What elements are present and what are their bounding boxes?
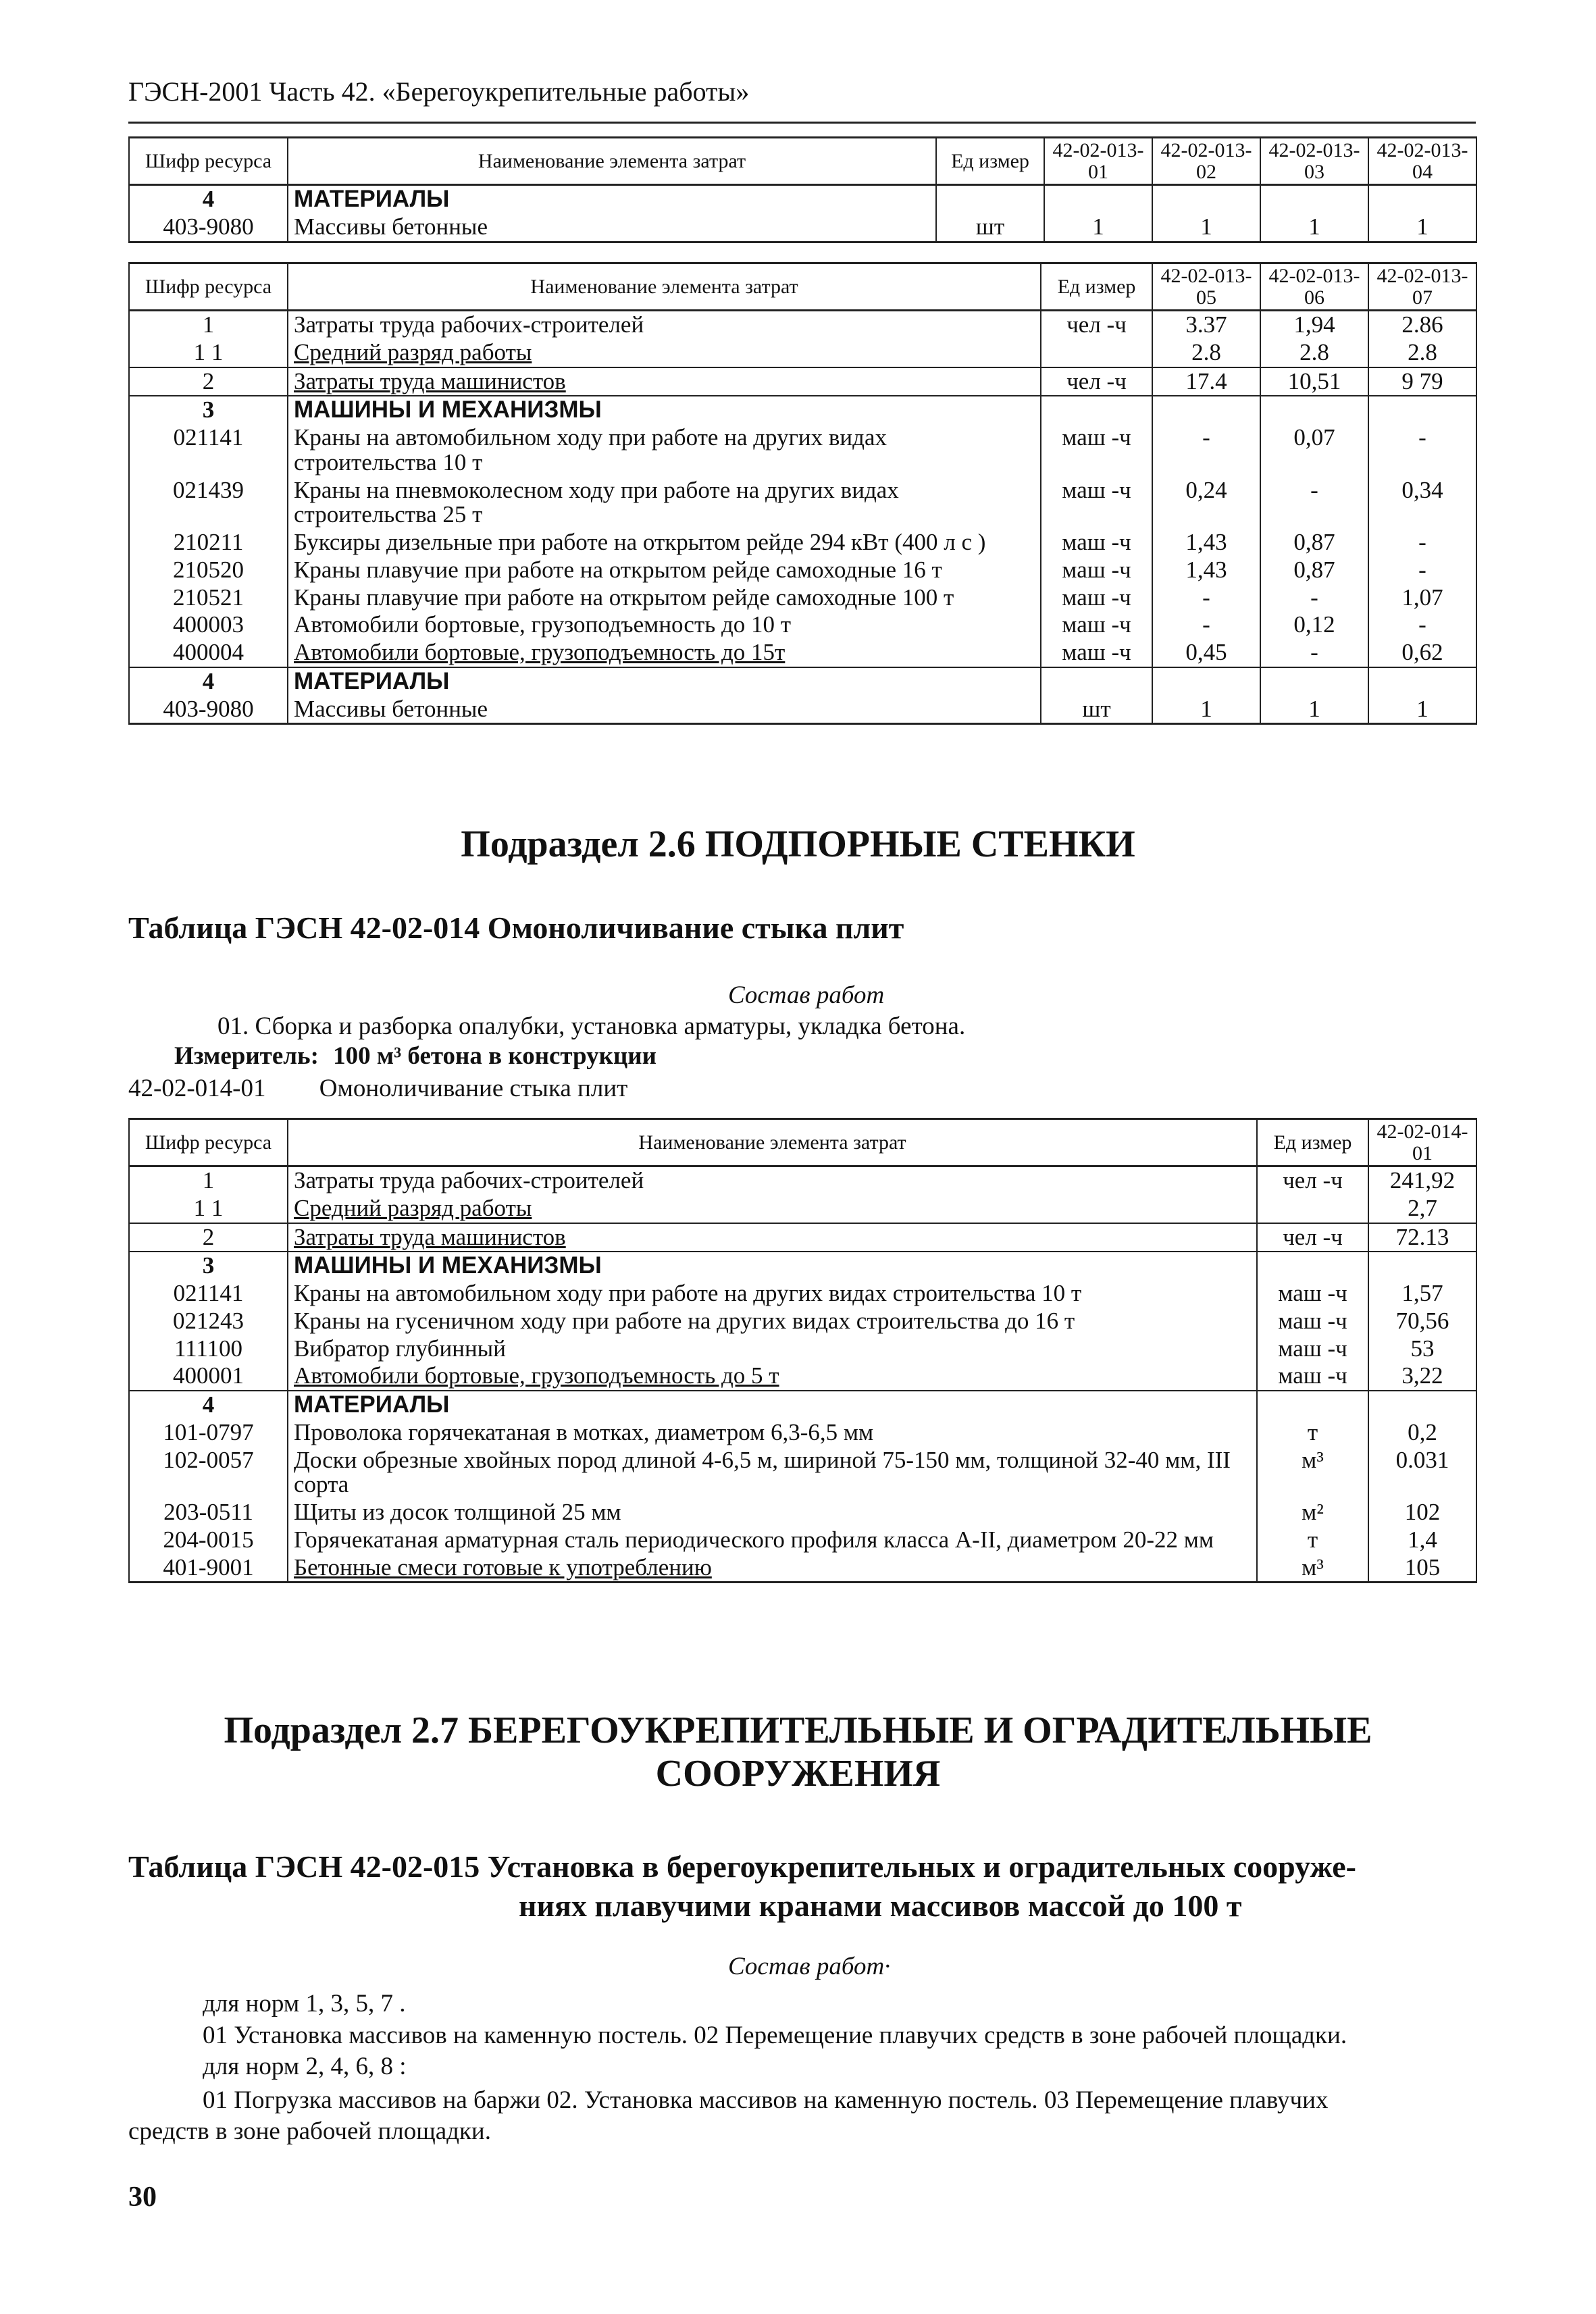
cell-name: Средний разряд работы (288, 1195, 1257, 1223)
cell-code: 1 (129, 311, 288, 339)
header-col: 42-02-013-06 (1260, 263, 1368, 311)
cell-value: 0,07 (1260, 424, 1368, 477)
table-row (129, 1335, 1476, 1363)
header-unit: Ед измер (936, 138, 1044, 185)
cell-value: 2.8 (1260, 339, 1368, 367)
cell-unit: чел -ч (1257, 1223, 1368, 1252)
cell-value: 1,4 (1368, 1526, 1476, 1554)
cell-unit (1041, 667, 1152, 696)
cell-value: 1 (1044, 213, 1152, 242)
cell-code: 400001 (129, 1362, 288, 1391)
cell-code: 203-0511 (129, 1499, 288, 1526)
table-row (129, 696, 1476, 724)
table-row (129, 1499, 1476, 1526)
cell-value: 3,22 (1368, 1362, 1476, 1391)
cell-unit (1257, 1195, 1368, 1223)
cell-code: 210211 (129, 529, 288, 557)
cell-value: 2,7 (1368, 1195, 1476, 1223)
cell-name: МАТЕРИАЛЫ (288, 667, 1041, 696)
cell-unit (1041, 396, 1152, 424)
meter-value: 100 м³ бетона в конструкции (333, 1042, 657, 1070)
table-row (129, 1419, 1476, 1447)
cell-name: Средний разряд работы (288, 339, 1041, 367)
cell-value: 1,57 (1368, 1280, 1476, 1308)
cell-value: - (1152, 611, 1260, 639)
table-row (129, 311, 1476, 339)
cell-name: Автомобили бортовые, грузоподъемность до 10 т (288, 611, 1041, 639)
cell-unit (1041, 339, 1152, 367)
table-row (129, 367, 1476, 396)
cell-value (1044, 185, 1152, 213)
cell-value: 0,34 (1368, 477, 1476, 530)
table-header-row (129, 263, 1476, 311)
cell-code: 4 (129, 667, 288, 696)
composition-text: 01. Сборка и разборка опалубки, установка арматуры, укладка бетона. (217, 1012, 966, 1040)
cell-value: 0.031 (1368, 1447, 1476, 1499)
cell-value: 2.86 (1368, 311, 1476, 339)
cell-code: 021141 (129, 424, 288, 477)
cell-value: 0,87 (1260, 557, 1368, 584)
cell-value: - (1152, 424, 1260, 477)
cell-value: 0,87 (1260, 529, 1368, 557)
table-row (129, 1195, 1476, 1223)
cell-value: - (1368, 424, 1476, 477)
cell-unit: маш -ч (1257, 1308, 1368, 1335)
norm-code: 42-02-014-01 (128, 1075, 266, 1102)
cell-name: Краны плавучие при работе на открытом рейде самоходные 16 т (288, 557, 1041, 584)
cell-name: МАТЕРИАЛЫ (288, 1391, 1257, 1419)
cell-value: 1 (1368, 213, 1476, 242)
cell-value: 1,43 (1152, 529, 1260, 557)
table-014 (128, 1118, 1477, 1583)
cell-value (1368, 396, 1476, 424)
cell-unit: т (1257, 1526, 1368, 1554)
cell-value: - (1260, 584, 1368, 612)
cell-value: 2.8 (1152, 339, 1260, 367)
cell-value: 0,2 (1368, 1419, 1476, 1447)
cell-value: 70,56 (1368, 1308, 1476, 1335)
cell-unit: маш -ч (1041, 529, 1152, 557)
cell-code: 111100 (129, 1335, 288, 1363)
table-row (129, 185, 1476, 213)
header-unit: Ед измер (1041, 263, 1152, 311)
cell-code: 1 1 (129, 1195, 288, 1223)
cell-value: - (1368, 611, 1476, 639)
cell-name: Массивы бетонные (288, 696, 1041, 724)
cell-name: МАТЕРИАЛЫ (288, 185, 936, 213)
cell-value: 0,62 (1368, 639, 1476, 667)
cell-code: 400003 (129, 611, 288, 639)
cell-unit: маш -ч (1041, 424, 1152, 477)
cell-name: Горячекатаная арматурная сталь периодического профиля класса А-II, диаметром 20-22 мм (288, 1526, 1257, 1554)
header-col: 42-02-013-07 (1368, 263, 1476, 311)
table-row (129, 1391, 1476, 1419)
cell-value: 53 (1368, 1335, 1476, 1363)
cell-value (1152, 185, 1260, 213)
cell-code: 021439 (129, 477, 288, 530)
cell-value (1152, 667, 1260, 696)
header-col: 42-02-013-05 (1152, 263, 1260, 311)
cell-code: 210520 (129, 557, 288, 584)
header-unit: Ед измер (1257, 1119, 1368, 1166)
header-code: Шифр ресурса (129, 1119, 288, 1166)
cell-code: 2 (129, 1223, 288, 1252)
table-row (129, 639, 1476, 667)
cell-unit: чел -ч (1041, 367, 1152, 396)
cell-unit: м³ (1257, 1554, 1368, 1583)
cell-value: 0,24 (1152, 477, 1260, 530)
cell-code: 204-0015 (129, 1526, 288, 1554)
cell-code: 021243 (129, 1308, 288, 1335)
cell-code: 403-9080 (129, 213, 288, 242)
cell-name: Краны на пневмоколесном ходу при работе на других видах строительства 25 т (288, 477, 1041, 530)
cell-unit: чел -ч (1041, 311, 1152, 339)
meter-line (174, 1042, 657, 1071)
cell-value (1368, 185, 1476, 213)
cell-name: Краны на автомобильном ходу при работе на других видах строительства 10 т (288, 1280, 1257, 1308)
cell-name: МАШИНЫ И МЕХАНИЗМЫ (288, 1252, 1257, 1280)
cell-unit (936, 185, 1044, 213)
table-row (129, 1280, 1476, 1308)
cell-code: 102-0057 (129, 1447, 288, 1499)
cell-name: Доски обрезные хвойных пород длиной 4-6,5 м, шириной 75-150 мм, толщиной 32-40 мм, III сорта (288, 1447, 1257, 1499)
cell-value: 1 (1368, 696, 1476, 724)
cell-code: 400004 (129, 639, 288, 667)
cell-value: - (1368, 557, 1476, 584)
cell-code: 021141 (129, 1280, 288, 1308)
cell-name: Проволока горячекатаная в мотках, диаметром 6,3-6,5 мм (288, 1419, 1257, 1447)
table-title (128, 1847, 1479, 1925)
text-b-line-2: средств в зоне рабочей площадки. (128, 2117, 491, 2145)
header-col: 42-02-013-01 (1044, 138, 1152, 185)
cell-value (1152, 396, 1260, 424)
header-code: Шифр ресурса (129, 138, 288, 185)
table-row (129, 213, 1476, 242)
subsection-title (0, 1709, 1596, 1796)
cell-value: - (1260, 639, 1368, 667)
cell-unit: маш -ч (1257, 1362, 1368, 1391)
cell-unit: чел -ч (1257, 1166, 1368, 1195)
table-row (129, 557, 1476, 584)
table-row (129, 1447, 1476, 1499)
cell-name: Массивы бетонные (288, 213, 936, 242)
cell-name: Краны на автомобильном ходу при работе на других видах строительства 10 т (288, 424, 1041, 477)
subsection-title: Подраздел 2.6 ПОДПОРНЫЕ СТЕНКИ (461, 823, 1135, 865)
cell-value: 72.13 (1368, 1223, 1476, 1252)
table-header-row (129, 138, 1476, 185)
cell-code: 3 (129, 1252, 288, 1280)
header-name: Наименование элемента затрат (288, 1119, 1257, 1166)
header-rule (128, 122, 1476, 124)
norm-line (128, 1074, 627, 1104)
cell-unit: м³ (1257, 1447, 1368, 1499)
cell-value: 102 (1368, 1499, 1476, 1526)
cell-code: 101-0797 (129, 1419, 288, 1447)
cell-unit (1257, 1252, 1368, 1280)
table-row (129, 1526, 1476, 1554)
cell-unit: маш -ч (1041, 477, 1152, 530)
header-col: 42-02-013-02 (1152, 138, 1260, 185)
cell-value (1260, 667, 1368, 696)
page-number: 30 (128, 2182, 157, 2213)
cell-value (1260, 185, 1368, 213)
cell-name: Вибратор глубинный (288, 1335, 1257, 1363)
cell-value: - (1368, 529, 1476, 557)
cell-name: МАШИНЫ И МЕХАНИЗМЫ (288, 396, 1041, 424)
cell-name: Щиты из досок толщиной 25 мм (288, 1499, 1257, 1526)
table-row (129, 611, 1476, 639)
composition-label: Состав работ (728, 981, 885, 1009)
text-a: 01 Установка массивов на каменную постель. 02 Перемещение плавучих средств в зоне рабочей площадки. (203, 2022, 1347, 2049)
cell-value: 17.4 (1152, 367, 1260, 396)
meter-label: Измеритель: (174, 1042, 319, 1070)
cell-name: Бетонные смеси готовые к употреблению (288, 1554, 1257, 1583)
table-header-row (129, 1119, 1476, 1166)
cell-value (1368, 1391, 1476, 1419)
table-row (129, 529, 1476, 557)
cell-unit: маш -ч (1257, 1280, 1368, 1308)
subsection-title-line: Подраздел 2.7 БЕРЕГОУКРЕПИТЕЛЬНЫЕ И ОГРАДИТЕЛЬНЫЕ (224, 1709, 1372, 1751)
cell-name: Затраты труда машинистов (288, 1223, 1257, 1252)
table-row (129, 1308, 1476, 1335)
table-row (129, 1554, 1476, 1583)
cell-code: 4 (129, 1391, 288, 1419)
cell-name: Затраты труда рабочих-строителей (288, 1166, 1257, 1195)
header-col: 42-02-014-01 (1368, 1119, 1476, 1166)
text-b-line-1: 01 Погрузка массивов на баржи 02. Установка массивов на каменную постель. 03 Перемещение плавучих (203, 2086, 1329, 2114)
cell-unit: маш -ч (1041, 611, 1152, 639)
cell-value: 0,12 (1260, 611, 1368, 639)
cell-unit: маш -ч (1257, 1335, 1368, 1363)
cell-unit: м² (1257, 1499, 1368, 1526)
cell-unit: маш -ч (1041, 639, 1152, 667)
header-code: Шифр ресурса (129, 263, 288, 311)
cell-value: - (1260, 477, 1368, 530)
header-name: Наименование элемента затрат (288, 263, 1041, 311)
norms-b: для норм 2, 4, 6, 8 : (203, 2053, 407, 2080)
cell-unit (1257, 1391, 1368, 1419)
cell-unit: шт (936, 213, 1044, 242)
cell-code: 1 1 (129, 339, 288, 367)
cell-value: 105 (1368, 1554, 1476, 1583)
cell-value (1368, 1252, 1476, 1280)
cell-value (1260, 396, 1368, 424)
table-row (129, 424, 1476, 477)
running-header: ГЭСН-2001 Часть 42. «Берегоукрепительные работы» (128, 76, 750, 107)
norm-name: Омоноличивание стыка плит (319, 1075, 628, 1102)
table-row (129, 477, 1476, 530)
cell-name: Автомобили бортовые, грузоподъемность до 15т (288, 639, 1041, 667)
cell-value: 10,51 (1260, 367, 1368, 396)
table-title-line: ниях плавучими кранами массивов массой до 100 т (519, 1888, 1242, 1923)
cell-value: 1,07 (1368, 584, 1476, 612)
cell-unit: шт (1041, 696, 1152, 724)
cell-value: 1,94 (1260, 311, 1368, 339)
cell-unit: маш -ч (1041, 584, 1152, 612)
table-row (129, 667, 1476, 696)
cell-value: 1 (1152, 213, 1260, 242)
table-row (129, 339, 1476, 367)
cell-code: 401-9001 (129, 1554, 288, 1583)
cell-value: 1 (1260, 696, 1368, 724)
table-row (129, 584, 1476, 612)
subsection-title-line: СООРУЖЕНИЯ (655, 1753, 941, 1795)
cell-code: 1 (129, 1166, 288, 1195)
table-013-cont-2 (128, 262, 1477, 725)
header-col: 42-02-013-03 (1260, 138, 1368, 185)
cell-value: 2.8 (1368, 339, 1476, 367)
cell-code: 3 (129, 396, 288, 424)
cell-name: Затраты труда рабочих-строителей (288, 311, 1041, 339)
cell-name: Краны плавучие при работе на открытом рейде самоходные 100 т (288, 584, 1041, 612)
cell-value: 1 (1260, 213, 1368, 242)
cell-code: 4 (129, 185, 288, 213)
cell-name: Краны на гусеничном ходу при работе на других видах строительства до 16 т (288, 1308, 1257, 1335)
cell-name: Буксиры дизельные при работе на открытом рейде 294 кВт (400 л с ) (288, 529, 1041, 557)
table-title: Таблица ГЭСН 42-02-014 Омоноличивание стыка плит (128, 910, 904, 945)
cell-value: 3.37 (1152, 311, 1260, 339)
cell-unit: маш -ч (1041, 557, 1152, 584)
cell-code: 2 (129, 367, 288, 396)
composition-label: Состав работ· (728, 1953, 891, 1980)
cell-value: 0,45 (1152, 639, 1260, 667)
cell-value: 1 (1152, 696, 1260, 724)
cell-value (1368, 667, 1476, 696)
cell-name: Автомобили бортовые, грузоподъемность до 5 т (288, 1362, 1257, 1391)
header-col: 42-02-013-04 (1368, 138, 1476, 185)
cell-unit: т (1257, 1419, 1368, 1447)
table-row (129, 1362, 1476, 1391)
cell-value: 1,43 (1152, 557, 1260, 584)
table-row (129, 396, 1476, 424)
cell-value: 241,92 (1368, 1166, 1476, 1195)
cell-value: 9 79 (1368, 367, 1476, 396)
table-row (129, 1252, 1476, 1280)
cell-value: - (1152, 584, 1260, 612)
table-row (129, 1223, 1476, 1252)
cell-name: Затраты труда машинистов (288, 367, 1041, 396)
cell-code: 403-9080 (129, 696, 288, 724)
header-name: Наименование элемента затрат (288, 138, 936, 185)
norms-a: для норм 1, 3, 5, 7 . (203, 1990, 406, 2017)
cell-code: 210521 (129, 584, 288, 612)
table-row (129, 1166, 1476, 1195)
table-013-cont-1 (128, 136, 1477, 243)
table-title-line: Таблица ГЭСН 42-02-015 Установка в берегоукрепительных и оградительных сооруже- (128, 1849, 1356, 1884)
